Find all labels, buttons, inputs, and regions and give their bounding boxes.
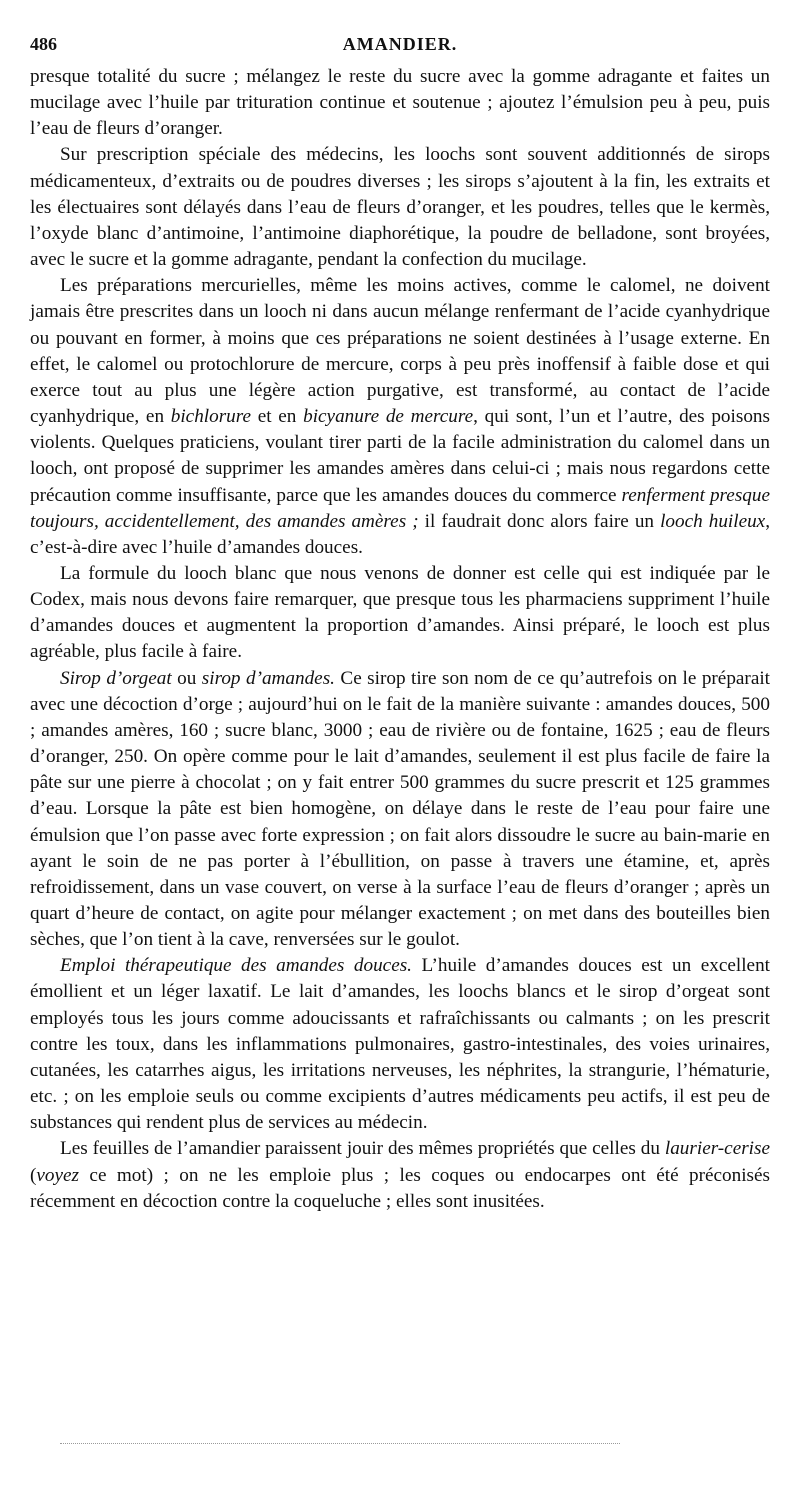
italic-heading: Sirop d’orgeat xyxy=(60,667,172,689)
book-page xyxy=(30,34,770,1215)
text-segment: , c’est-à-dire avec l’huile d’amandes douces. xyxy=(30,510,770,558)
text-segment: et en xyxy=(251,406,304,428)
paragraph-2 xyxy=(30,142,770,273)
text-segment: ( xyxy=(30,1164,37,1186)
running-title: AMANDIER. xyxy=(342,34,458,54)
text-segment: , qui sont, l’un et l’autre, des poisons violents. Quelques praticiens, voulant tirer parti de la facile administration du calomel dans un looch, ont proposé de supprimer les amandes amères dans celui-ci ; mais nous regardons cette précaution comme insuffisante, parce que les amandes douces du commerce xyxy=(30,406,770,506)
paragraph-5 xyxy=(30,666,770,954)
italic-term: voyez xyxy=(36,1164,80,1186)
paragraph-1 xyxy=(30,64,770,142)
italic-term: renferment presque toujours, accidentellement, des amandes amères ; xyxy=(30,484,770,532)
paragraph-3 xyxy=(30,273,770,561)
paragraph-4 xyxy=(30,561,770,666)
text-segment: Sur prescription spéciale des médecins, les loochs sont souvent additionnés de sirops médicamenteux, d’extraits ou de poudres diverses ; les sirops s’ajoutent à la fin, les extraits et les électuaires sont délayés dans l’eau de fleurs d’oranger, et les poudres, telles que le kermès, l’oxyde blanc d’antimoine, l’antimoine diaphorétique, la poudre de belladone, sont broyées, avec le sucre et la gomme adragante, pendant la confection du mucilage. xyxy=(30,144,770,271)
text-segment: Ce sirop tire son nom de ce qu’autrefois on le préparait avec une décoction d’orge ; aujourd’hui on le fait de la manière suivante : amandes douces, 500 ; amandes amères, 160 ; sucre blanc, 3000 ; eau de rivière ou de fontaine, 1625 ; eau de fleurs d’oranger, 250. On opère comme pour le lait d’amandes, seulement il est plus facile de faire la pâte sur une pierre à chocolat ; on y fait entrer 500 grammes du sucre prescrit et 125 grammes d’eau. Lorsque la pâte est bien homogène, on délaye dans le reste de l’eau pour faire une émulsion que l’on passe avec forte expression ; on fait alors dissoudre le sucre au bain-marie en ayant le soin de ne pas porter à l’ébullition, on passe à travers une étamine, et, après refroidissement, dans un vase couvert, on verse à la surface l’eau de fleurs d’oranger ; après un quart d’heure de contact, on agite pour mélanger exactement ; on met dans des bouteilles bien sèches, que l’on tient à la cave, renversées sur le goulot. xyxy=(30,667,770,951)
running-header xyxy=(30,34,770,64)
page-number: 486 xyxy=(30,34,57,54)
text-segment: il faudrait donc alors faire un xyxy=(418,510,661,532)
italic-term: bicyanure de mercure xyxy=(303,406,474,428)
paragraph-7 xyxy=(30,1136,770,1214)
paragraph-6 xyxy=(30,953,770,1136)
italic-heading: Emploi thérapeutique des amandes douces. xyxy=(60,955,412,977)
italic-term: bichlorure xyxy=(170,406,252,428)
body-text xyxy=(30,64,770,1215)
italic-term: looch huileux xyxy=(660,510,766,532)
italic-heading: sirop d’amandes. xyxy=(201,667,335,689)
text-segment: ce mot) ; on ne les emploie plus ; les coques ou endocarpes ont été préconisés récemment en décoction contre la coqueluche ; elles sont inusitées. xyxy=(30,1164,770,1212)
text-segment: La formule du looch blanc que nous venons de donner est celle qui est indiquée par le Codex, mais nous devons faire remarquer, que presque tous les pharmaciens suppriment l’huile d’amandes douces et augmentent la proportion d’amandes. Ainsi préparé, le looch est plus agréable, plus facile à faire. xyxy=(30,562,770,663)
italic-term: laurier-cerise xyxy=(664,1138,770,1160)
footer-divider xyxy=(60,1443,620,1444)
text-segment: presque totalité du sucre ; mélangez le reste du sucre avec la gomme adragante et faites un mucilage avec l’huile par trituration continue et soutenue ; ajoutez l’émulsion peu à peu, puis l’eau de fleurs d’oranger. xyxy=(30,66,770,140)
text-segment: Les feuilles de l’amandier paraissent jouir des mêmes propriétés que celles du xyxy=(60,1138,665,1160)
text-segment: Les préparations mercurielles, même les moins actives, comme le calomel, ne doivent jamais être prescrites dans un looch ni dans aucun mélange renfermant de l’acide cyanhydrique ou pouvant en former, à moins que ces préparations ne soient destinées à l’usage externe. En effet, le calomel ou protochlorure de mercure, corps à peu près inoffensif à faible dose et qui exerce tout au plus une légère action purgative, est transformé, au contact de l’acide cyanhydrique, en xyxy=(30,275,770,428)
text-segment: L’huile d’amandes douces est un excellent émollient et un léger laxatif. Le lait d’amandes, les loochs blancs et le sirop d’orgeat sont employés tous les jours comme adoucissants et rafraîchissants ou calmants ; on les prescrit contre les toux, dans les inflammations pulmonaires, gastro-intestinales, des voies urinaires, cutanées, les catarrhes aigus, les irritations nerveuses, les néphrites, la strangurie, l’hématurie, etc. ; on les emploie seuls ou comme excipients d’autres médicaments peu actifs, il est peu de substances qui rendent plus de services au médecin. xyxy=(30,955,770,1134)
text-segment: ou xyxy=(171,667,202,689)
